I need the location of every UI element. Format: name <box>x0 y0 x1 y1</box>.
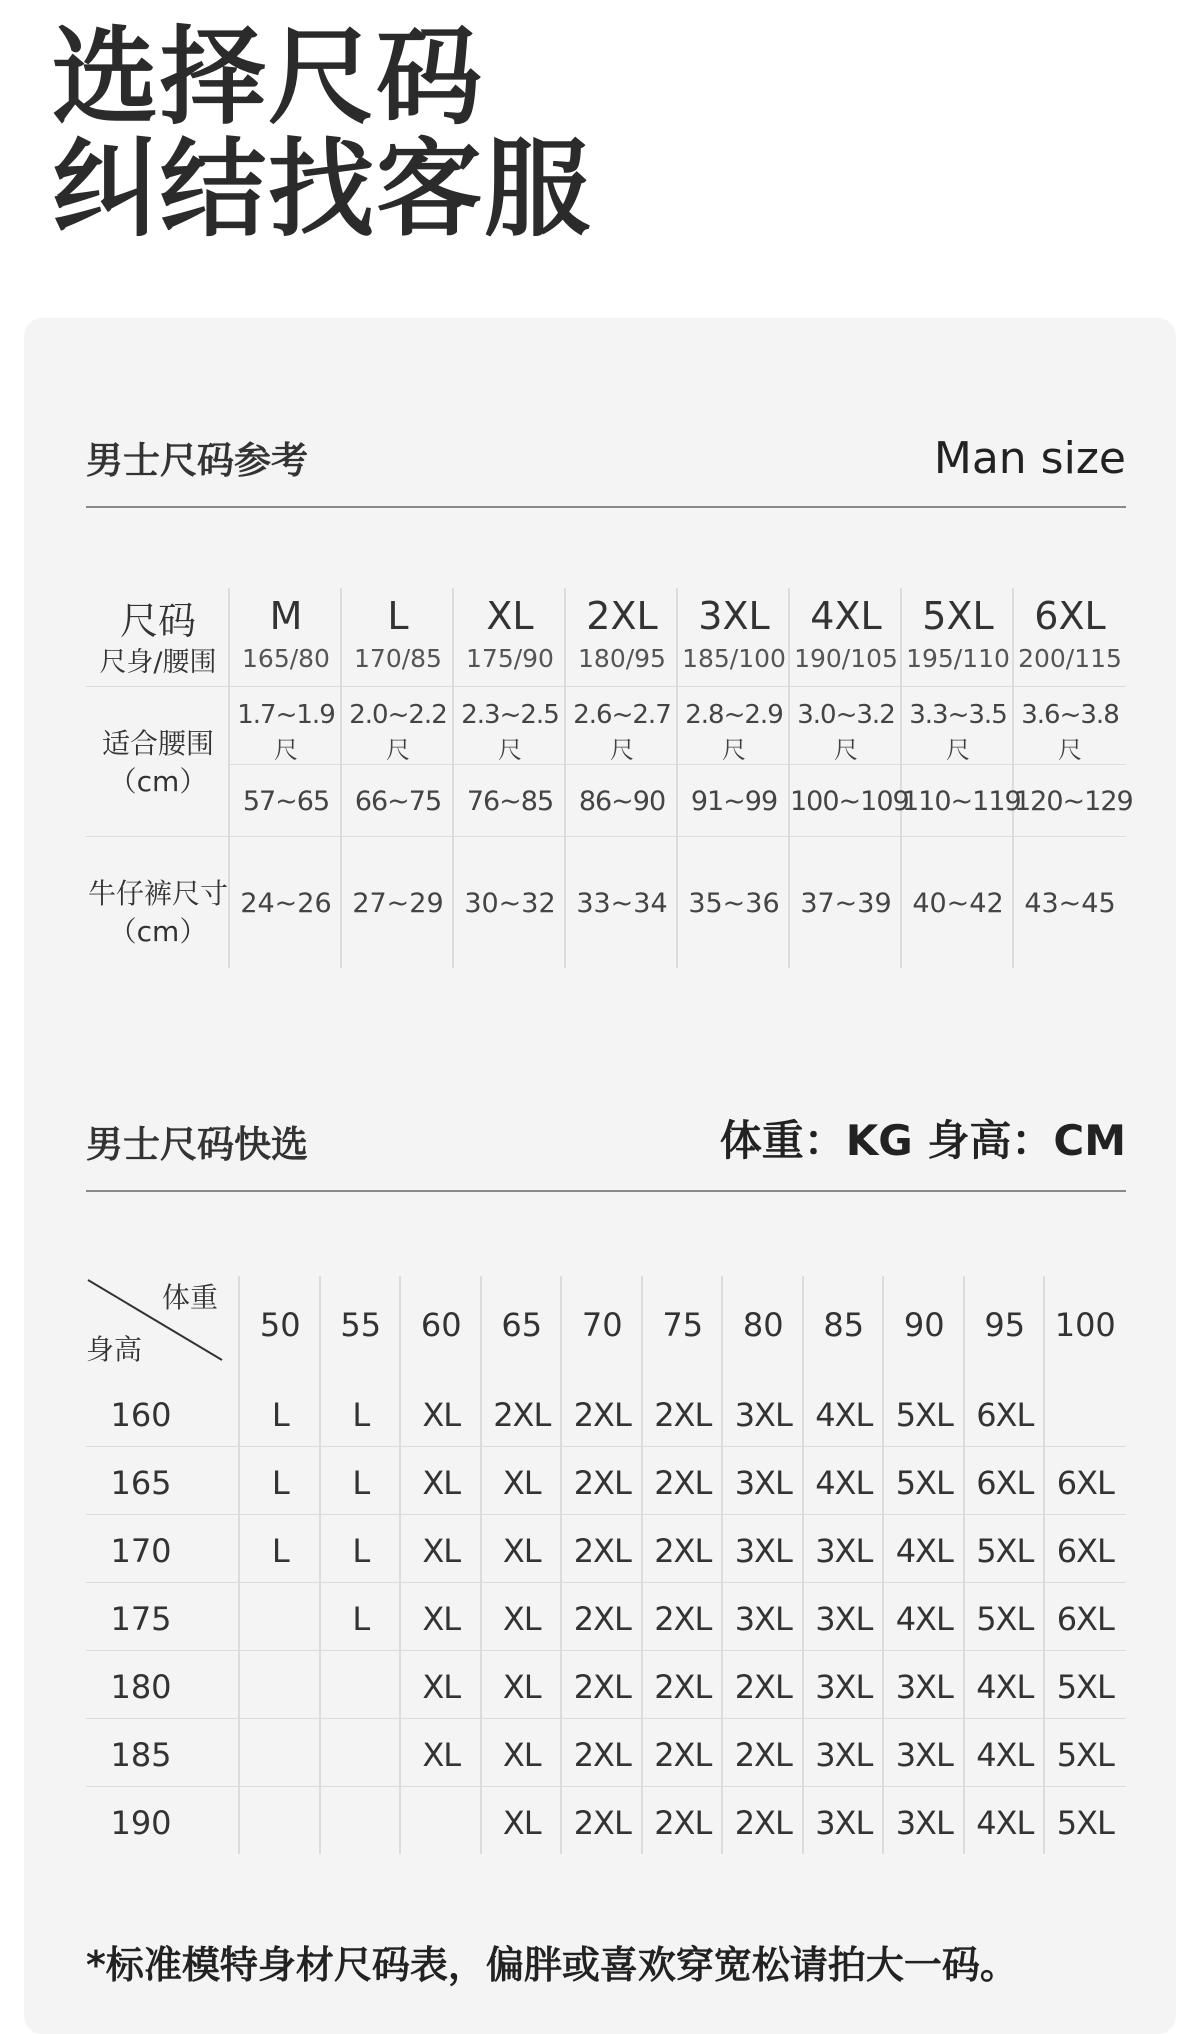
waist-chi-unit: 尺 <box>946 736 970 764</box>
size-cell: 4XL <box>976 1736 1034 1774</box>
hero-line-1: 选择尺码 <box>52 16 484 139</box>
row-divider <box>86 1650 1126 1651</box>
size-cell: 5XL <box>976 1600 1034 1638</box>
waist-chi-unit: 尺 <box>386 736 410 764</box>
size-label: 5XL <box>922 594 994 638</box>
size-header-sublabel: 尺身/腰围 <box>99 647 217 678</box>
size-cell: 5XL <box>895 1464 953 1502</box>
size-cell: 2XL <box>654 1804 712 1842</box>
size-cell: 4XL <box>976 1804 1034 1842</box>
weight-header: 95 <box>984 1306 1026 1344</box>
size-cell: 2XL <box>654 1600 712 1638</box>
height-label: 185 <box>110 1736 172 1774</box>
waist-cm-value: 86~90 <box>578 786 666 817</box>
section-subtitle: 体重：KG 身高：CM <box>719 1116 1126 1165</box>
waist-chi-unit: 尺 <box>610 736 634 764</box>
size-cell: 2XL <box>734 1668 792 1706</box>
section-header-quick-select <box>86 1108 1126 1192</box>
size-cell: 6XL <box>976 1396 1034 1434</box>
size-cell: XL <box>422 1668 461 1706</box>
jeans-size-value: 30~32 <box>464 888 556 919</box>
weight-header: 85 <box>823 1306 865 1344</box>
size-cell: 3XL <box>815 1668 873 1706</box>
size-cell: 6XL <box>1056 1464 1114 1502</box>
footnote: *标准模特身材尺码表，偏胖或喜欢穿宽松请拍大一码。 <box>86 1943 1018 1987</box>
size-cell: 2XL <box>493 1396 551 1434</box>
row-divider <box>86 1582 1126 1583</box>
size-cell: L <box>352 1464 370 1502</box>
weight-header: 70 <box>581 1306 623 1344</box>
size-chart-card <box>24 318 1176 2034</box>
size-cell: 5XL <box>1056 1804 1114 1842</box>
section-title: 男士尺码参考 <box>86 439 308 482</box>
waist-chi-value: 3.3~3.5 <box>909 700 1007 730</box>
jeans-row-label: 牛仔裤尺寸 <box>87 877 228 910</box>
size-cell: 6XL <box>1056 1532 1114 1570</box>
size-cell: XL <box>502 1532 541 1570</box>
weight-header: 50 <box>259 1306 301 1344</box>
weight-header: 100 <box>1054 1306 1116 1344</box>
height-label: 180 <box>110 1668 172 1706</box>
size-cell: 5XL <box>1056 1736 1114 1774</box>
waist-chi-value: 1.7~1.9 <box>237 700 335 730</box>
size-cell: L <box>352 1396 370 1434</box>
size-cell: 3XL <box>815 1532 873 1570</box>
size-spec: 185/100 <box>682 644 786 673</box>
height-label: 160 <box>110 1396 172 1434</box>
size-cell: 2XL <box>573 1600 631 1638</box>
waist-cm-value: 66~75 <box>354 786 442 817</box>
waist-cm-value: 76~85 <box>466 786 554 817</box>
size-cell: 5XL <box>895 1396 953 1434</box>
section-title: 男士尺码快选 <box>86 1123 308 1166</box>
size-cell: XL <box>502 1668 541 1706</box>
waist-chi-unit: 尺 <box>834 736 858 764</box>
waist-chi-value: 2.3~2.5 <box>461 700 559 730</box>
size-cell: 5XL <box>1056 1668 1114 1706</box>
size-spec: 165/80 <box>242 644 330 673</box>
weight-header: 90 <box>903 1306 945 1344</box>
size-label: 6XL <box>1034 594 1106 638</box>
waist-chi-value: 2.0~2.2 <box>349 700 447 730</box>
weight-header: 60 <box>420 1306 462 1344</box>
waist-row-label: 适合腰围 <box>101 727 214 760</box>
waist-chi-unit: 尺 <box>274 736 298 764</box>
size-cell: L <box>352 1532 370 1570</box>
size-spec: 170/85 <box>354 644 442 673</box>
height-label: 165 <box>110 1464 172 1502</box>
row-divider <box>86 1786 1126 1787</box>
weight-header: 65 <box>501 1306 543 1344</box>
size-spec: 180/95 <box>578 644 666 673</box>
size-cell: XL <box>422 1736 461 1774</box>
waist-cm-value: 91~99 <box>690 786 778 817</box>
weight-header: 75 <box>662 1306 704 1344</box>
row-divider <box>230 836 1126 837</box>
height-label: 170 <box>110 1532 172 1570</box>
size-cell: 3XL <box>734 1464 792 1502</box>
waist-chi-unit: 尺 <box>1058 736 1082 764</box>
size-label: 4XL <box>810 594 882 638</box>
size-label: M <box>269 594 303 638</box>
jeans-size-value: 43~45 <box>1024 888 1116 919</box>
size-cell: 3XL <box>895 1804 953 1842</box>
jeans-size-value: 24~26 <box>240 888 332 919</box>
size-label: 2XL <box>586 594 658 638</box>
waist-cm-value: 110~119 <box>902 786 1021 817</box>
size-cell: L <box>352 1600 370 1638</box>
size-cell: 4XL <box>976 1668 1034 1706</box>
section-header-man-size <box>86 430 1126 508</box>
size-cell: 3XL <box>815 1804 873 1842</box>
size-header-label: 尺码 <box>119 599 196 643</box>
height-label: 175 <box>110 1600 172 1638</box>
size-cell: 2XL <box>654 1532 712 1570</box>
size-cell: 4XL <box>815 1464 873 1502</box>
size-cell: L <box>271 1464 289 1502</box>
size-cell: 2XL <box>654 1736 712 1774</box>
corner-height-label: 身高 <box>86 1333 143 1366</box>
size-cell: 2XL <box>573 1804 631 1842</box>
size-cell: 2XL <box>654 1396 712 1434</box>
jeans-size-value: 33~34 <box>576 888 668 919</box>
jeans-row-unit: （cm） <box>108 915 208 948</box>
waist-chi-unit: 尺 <box>498 736 522 764</box>
quick-select-table <box>86 1276 1126 1856</box>
size-cell: 3XL <box>734 1532 792 1570</box>
row-divider <box>86 1446 1126 1447</box>
waist-cm-value: 100~109 <box>790 786 909 817</box>
size-cell: XL <box>422 1396 461 1434</box>
size-cell: 3XL <box>895 1736 953 1774</box>
size-cell: 3XL <box>734 1600 792 1638</box>
size-cell: 2XL <box>573 1396 631 1434</box>
size-cell: 5XL <box>976 1532 1034 1570</box>
size-cell: 2XL <box>573 1736 631 1774</box>
size-label: XL <box>486 594 534 638</box>
size-cell: 6XL <box>976 1464 1034 1502</box>
size-cell: L <box>271 1532 289 1570</box>
row-divider <box>86 686 230 687</box>
size-spec: 195/110 <box>906 644 1010 673</box>
size-cell: 2XL <box>654 1464 712 1502</box>
size-cell: 2XL <box>654 1668 712 1706</box>
waist-chi-value: 2.8~2.9 <box>685 700 783 730</box>
size-cell: XL <box>502 1804 541 1842</box>
waist-cm-value: 120~129 <box>1014 786 1133 817</box>
jeans-size-value: 40~42 <box>912 888 1004 919</box>
weight-header: 55 <box>340 1306 382 1344</box>
size-label: L <box>387 594 409 638</box>
row-divider <box>86 1718 1126 1719</box>
size-cell: L <box>271 1396 289 1434</box>
size-cell: 2XL <box>573 1464 631 1502</box>
size-cell: 6XL <box>1056 1600 1114 1638</box>
size-cell: 4XL <box>815 1396 873 1434</box>
jeans-size-value: 27~29 <box>352 888 444 919</box>
size-cell: XL <box>422 1532 461 1570</box>
size-cell: 4XL <box>895 1600 953 1638</box>
weight-header: 80 <box>742 1306 784 1344</box>
waist-chi-unit: 尺 <box>722 736 746 764</box>
size-cell: 3XL <box>895 1668 953 1706</box>
waist-chi-value: 3.0~3.2 <box>797 700 895 730</box>
size-cell: 2XL <box>573 1532 631 1570</box>
size-cell: 3XL <box>734 1396 792 1434</box>
row-divider <box>86 1514 1126 1515</box>
size-spec: 190/105 <box>794 644 898 673</box>
size-reference-table <box>86 582 1133 974</box>
waist-chi-value: 2.6~2.7 <box>573 700 671 730</box>
size-cell: XL <box>502 1600 541 1638</box>
size-cell: 3XL <box>815 1736 873 1774</box>
corner-weight-label: 体重 <box>162 1281 219 1314</box>
row-divider <box>230 686 1126 687</box>
size-cell: XL <box>502 1464 541 1502</box>
size-cell: 3XL <box>815 1600 873 1638</box>
waist-chi-value: 3.6~3.8 <box>1021 700 1119 730</box>
size-cell: 2XL <box>573 1668 631 1706</box>
size-cell: 2XL <box>734 1736 792 1774</box>
hero-line-2: 纠结找客服 <box>52 128 592 251</box>
waist-cm-value: 57~65 <box>242 786 330 817</box>
jeans-size-value: 37~39 <box>800 888 892 919</box>
jeans-size-value: 35~36 <box>688 888 780 919</box>
height-label: 190 <box>110 1804 172 1842</box>
size-label: 3XL <box>698 594 770 638</box>
hero-title <box>52 16 592 251</box>
size-cell: 2XL <box>734 1804 792 1842</box>
size-spec: 175/90 <box>466 644 554 673</box>
row-divider <box>86 836 230 837</box>
size-cell: XL <box>502 1736 541 1774</box>
size-cell: XL <box>422 1464 461 1502</box>
section-subtitle: Man size <box>933 433 1126 484</box>
waist-row-unit: （cm） <box>108 765 208 798</box>
size-cell: XL <box>422 1600 461 1638</box>
size-cell: 4XL <box>895 1532 953 1570</box>
size-spec: 200/115 <box>1018 644 1122 673</box>
